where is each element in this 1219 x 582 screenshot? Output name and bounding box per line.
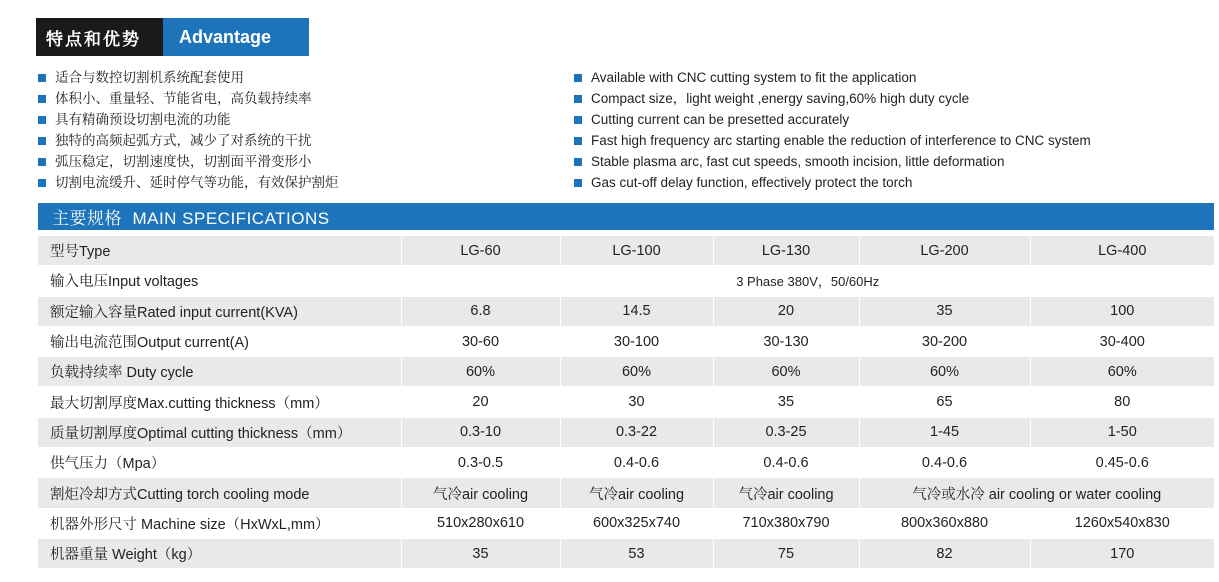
- table-cell: 60%: [1030, 357, 1214, 387]
- table-cell: 0.4-0.6: [560, 448, 713, 478]
- feature-text: 切割电流缓升、延时停气等功能，有效保护割炬: [55, 175, 339, 190]
- feature-item: [574, 151, 1091, 172]
- table-row: [38, 538, 1214, 568]
- features-list-cn: [38, 67, 339, 193]
- table-row: [38, 448, 1214, 478]
- square-bullet-icon: [38, 137, 46, 145]
- feature-text: 独特的高频起弧方式，减少了对系统的干扰: [55, 133, 312, 148]
- square-bullet-icon: [574, 179, 582, 187]
- table-cell: 82: [859, 538, 1030, 568]
- row-label: 最大切割厚度Max.cutting thickness（mm）: [38, 387, 401, 417]
- square-bullet-icon: [38, 74, 46, 82]
- row-label: 质量切割厚度Optimal cutting thickness（mm）: [38, 417, 401, 447]
- row-label: 供气压力（Mpa）: [38, 448, 401, 478]
- row-label: 割炬冷却方式Cutting torch cooling mode: [38, 478, 401, 508]
- table-row: [38, 266, 1214, 296]
- table-cell: 0.3-0.5: [401, 448, 560, 478]
- feature-item: [38, 151, 339, 172]
- table-cell: 35: [713, 387, 859, 417]
- feature-item: [574, 172, 1091, 193]
- table-cell: 80: [1030, 387, 1214, 417]
- specs-title-bar: [38, 203, 1214, 230]
- table-cell: 14.5: [560, 296, 713, 326]
- table-cell: 30-400: [1030, 326, 1214, 356]
- feature-text: Available with CNC cutting system to fit the application: [591, 70, 917, 85]
- feature-text: Stable plasma arc, fast cut speeds, smooth incision, little deformation: [591, 154, 1005, 169]
- table-cell: 100: [1030, 296, 1214, 326]
- table-cell: 气冷air cooling: [560, 478, 713, 508]
- feature-text: 适合与数控切割机系统配套使用: [55, 70, 244, 85]
- table-cell: 510x280x610: [401, 508, 560, 538]
- row-label: 机器重量 Weight（kg）: [38, 538, 401, 568]
- table-cell: 60%: [713, 357, 859, 387]
- table-row: [38, 236, 1214, 266]
- table-cell: 20: [401, 387, 560, 417]
- feature-item: [38, 67, 339, 88]
- table-cell: 30-130: [713, 326, 859, 356]
- feature-item: [38, 172, 339, 193]
- table-cell: 30-100: [560, 326, 713, 356]
- feature-item: [574, 130, 1091, 151]
- table-cell: 气冷air cooling: [713, 478, 859, 508]
- feature-item: [38, 130, 339, 151]
- table-cell: 0.3-10: [401, 417, 560, 447]
- advantage-header: [36, 18, 309, 56]
- feature-text: Fast high frequency arc starting enable the reduction of interference to CNC system: [591, 133, 1091, 148]
- table-row: [38, 387, 1214, 417]
- table-cell: 60%: [859, 357, 1030, 387]
- table-cell: 35: [859, 296, 1030, 326]
- feature-text: 具有精确预设切割电流的功能: [55, 112, 231, 127]
- table-cell: 1-45: [859, 417, 1030, 447]
- table-cell: 6.8: [401, 296, 560, 326]
- table-cell: LG-130: [713, 236, 859, 266]
- table-row: [38, 296, 1214, 326]
- table-cell: 60%: [560, 357, 713, 387]
- feature-item: [38, 109, 339, 130]
- advantage-title-cn: 特点和优势: [36, 18, 163, 56]
- table-cell-span: 气冷或水冷 air cooling or water cooling: [859, 478, 1214, 508]
- table-cell: 65: [859, 387, 1030, 417]
- table-cell: 53: [560, 538, 713, 568]
- row-label: 型号Type: [38, 236, 401, 266]
- table-cell: 30: [560, 387, 713, 417]
- table-cell: 30-200: [859, 326, 1030, 356]
- table-cell: 800x360x880: [859, 508, 1030, 538]
- table-cell: 气冷air cooling: [401, 478, 560, 508]
- table-cell: 35: [401, 538, 560, 568]
- square-bullet-icon: [38, 95, 46, 103]
- table-row: [38, 357, 1214, 387]
- table-row: [38, 417, 1214, 447]
- square-bullet-icon: [574, 74, 582, 82]
- table-cell: 0.4-0.6: [713, 448, 859, 478]
- specs-title: 主要规格 MAIN SPECIFICATIONS: [52, 209, 330, 228]
- square-bullet-icon: [574, 95, 582, 103]
- table-cell: 600x325x740: [560, 508, 713, 538]
- square-bullet-icon: [38, 158, 46, 166]
- table-cell: LG-400: [1030, 236, 1214, 266]
- square-bullet-icon: [38, 116, 46, 124]
- row-label: 输出电流范围Output current(A): [38, 326, 401, 356]
- row-label: 输入电压Input voltages: [38, 266, 401, 296]
- feature-item: [38, 88, 339, 109]
- features-list-en: [574, 67, 1091, 193]
- feature-text: 体积小、重量轻、节能省电，高负载持续率: [55, 91, 312, 106]
- table-cell: 0.3-22: [560, 417, 713, 447]
- table-cell: 60%: [401, 357, 560, 387]
- table-cell: 0.45-0.6: [1030, 448, 1214, 478]
- table-cell: 0.3-25: [713, 417, 859, 447]
- table-cell: 1260x540x830: [1030, 508, 1214, 538]
- table-cell: 710x380x790: [713, 508, 859, 538]
- table-cell: 170: [1030, 538, 1214, 568]
- table-cell: 0.4-0.6: [859, 448, 1030, 478]
- table-cell-span: 3 Phase 380V，50/60Hz: [401, 266, 1214, 296]
- table-row: [38, 508, 1214, 538]
- square-bullet-icon: [38, 179, 46, 187]
- table-cell: 1-50: [1030, 417, 1214, 447]
- advantage-title-en: Advantage: [163, 18, 309, 56]
- table-cell: 75: [713, 538, 859, 568]
- table-cell: LG-200: [859, 236, 1030, 266]
- feature-text: Cutting current can be presetted accurately: [591, 112, 850, 127]
- table-cell: LG-100: [560, 236, 713, 266]
- table-cell: 30-60: [401, 326, 560, 356]
- table-cell: LG-60: [401, 236, 560, 266]
- feature-text: Gas cut-off delay function, effectively protect the torch: [591, 175, 913, 190]
- feature-item: [574, 67, 1091, 88]
- row-label: 机器外形尺寸 Machine size（HxWxL,mm）: [38, 508, 401, 538]
- table-row: [38, 326, 1214, 356]
- feature-text: Compact size，light weight ,energy saving,60% high duty cycle: [591, 91, 970, 106]
- square-bullet-icon: [574, 137, 582, 145]
- specs-table: [38, 236, 1214, 569]
- row-label: 额定输入容量Rated input current(KVA): [38, 296, 401, 326]
- table-cell: 20: [713, 296, 859, 326]
- feature-item: [574, 109, 1091, 130]
- feature-item: [574, 88, 1091, 109]
- table-row: [38, 478, 1214, 508]
- square-bullet-icon: [574, 158, 582, 166]
- square-bullet-icon: [574, 116, 582, 124]
- feature-text: 弧压稳定，切割速度快，切割面平滑变形小: [55, 154, 312, 169]
- row-label: 负载持续率 Duty cycle: [38, 357, 401, 387]
